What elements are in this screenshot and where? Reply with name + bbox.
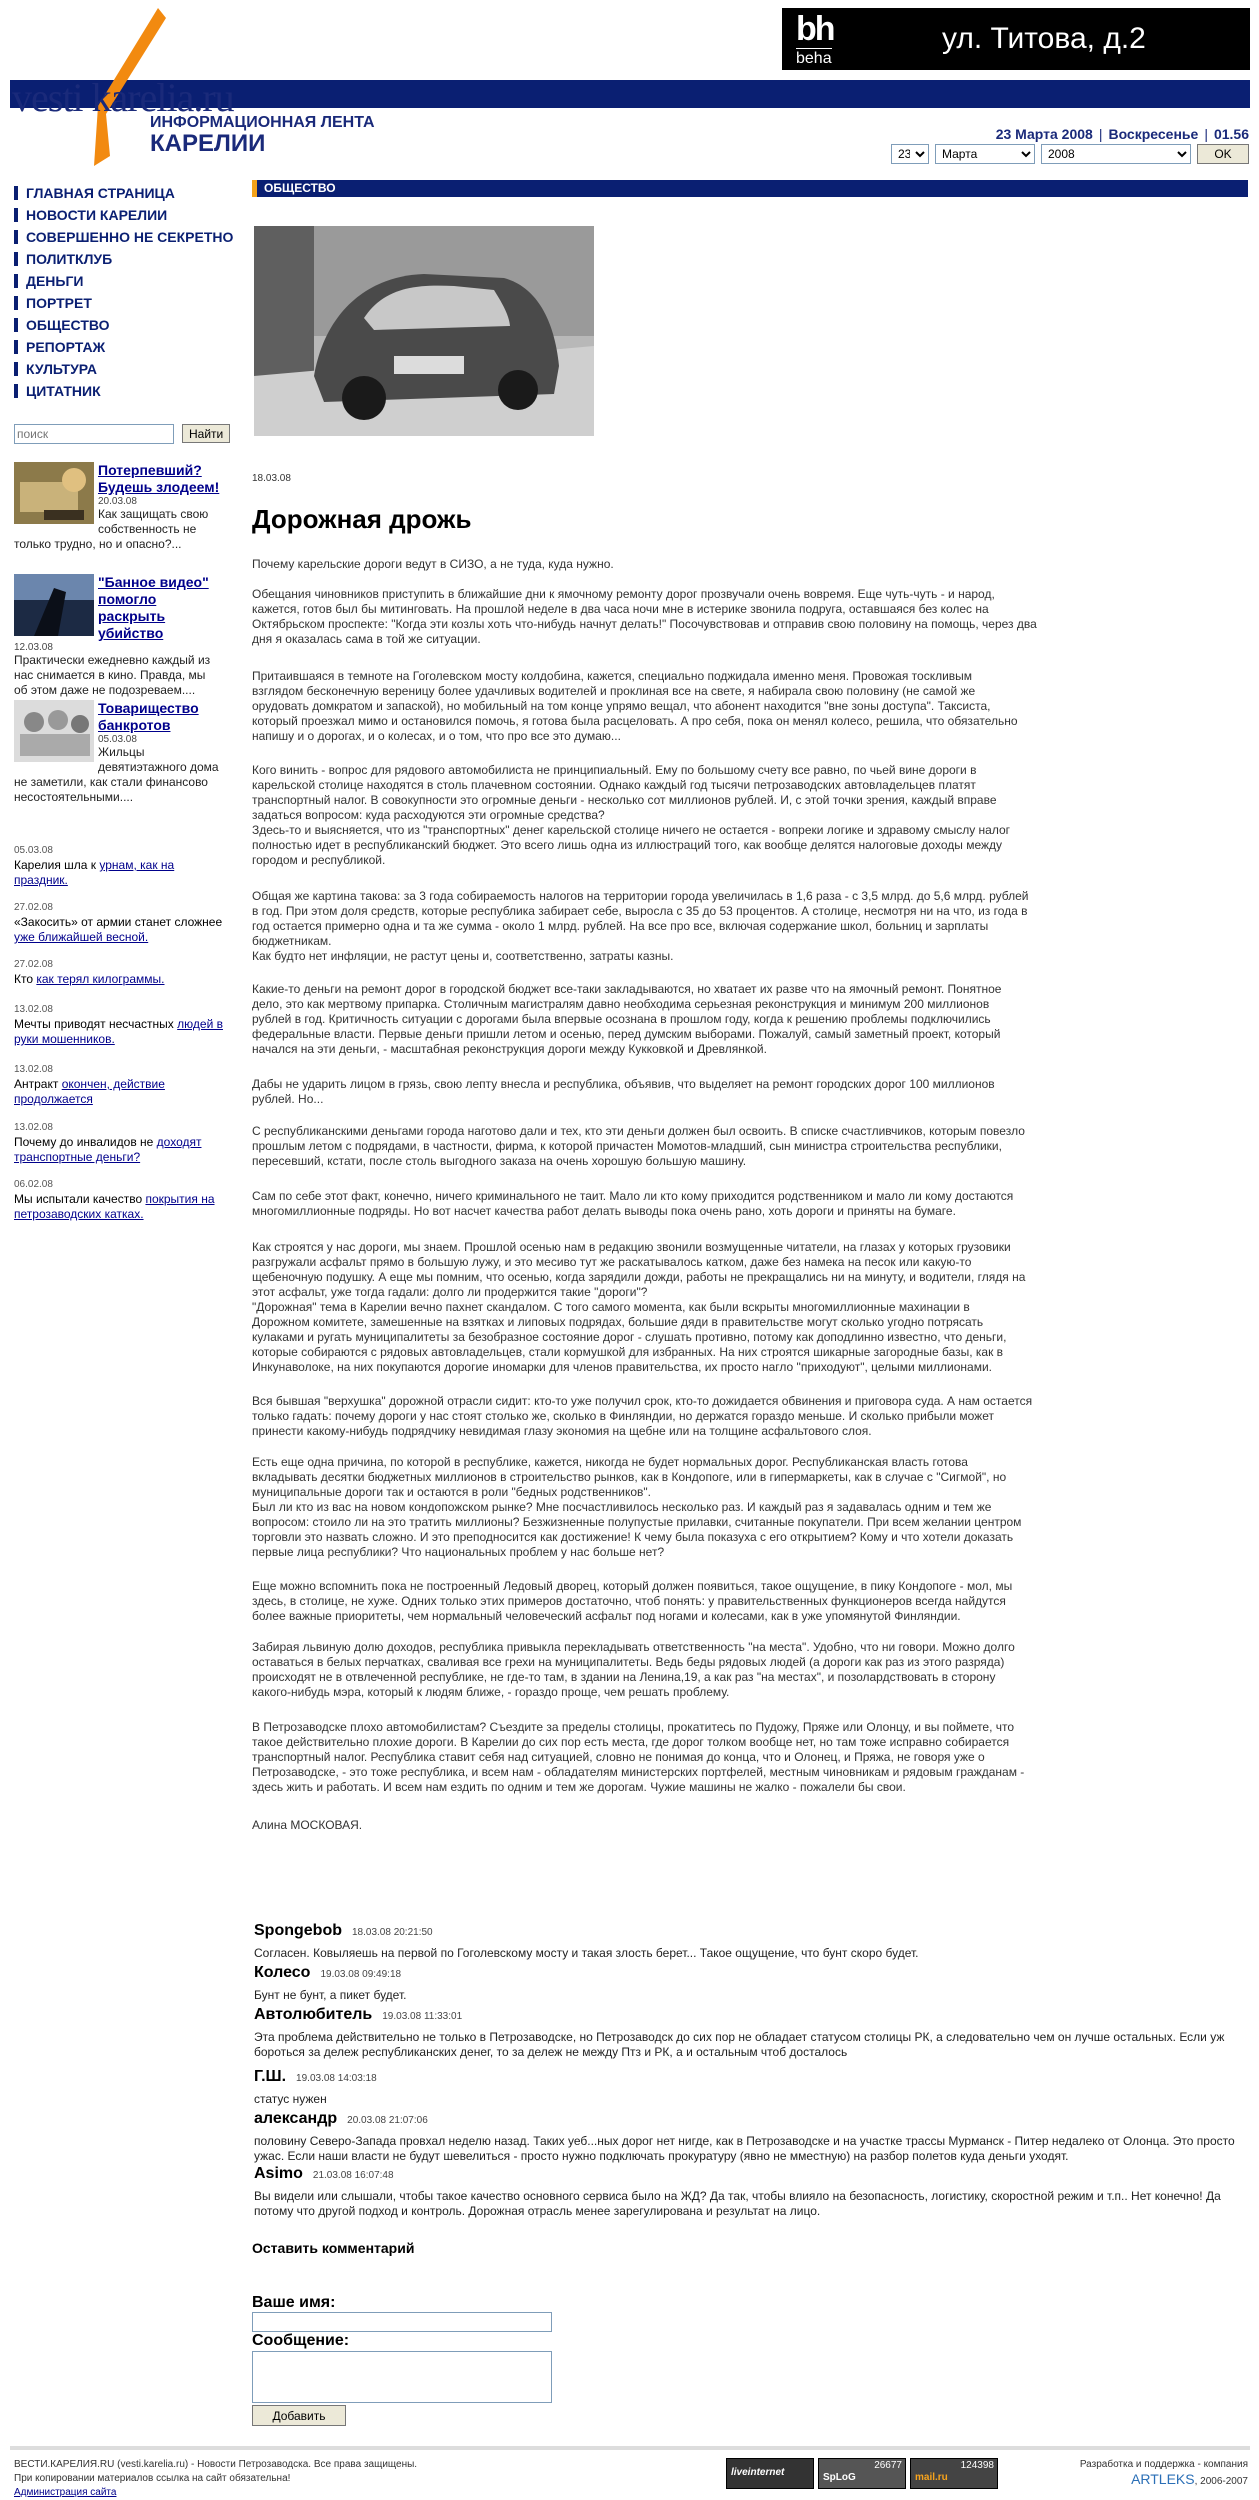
article-photo xyxy=(254,226,594,436)
nav-bullet xyxy=(14,318,18,332)
brief-link[interactable]: как терял килограммы. xyxy=(36,972,165,986)
article-date: 18.03.08 xyxy=(252,473,291,484)
search-button[interactable]: Найти xyxy=(182,424,230,443)
date-text: 23 Марта 2008 xyxy=(995,126,1093,142)
submit-comment-button[interactable]: Добавить xyxy=(252,2405,346,2426)
side-news-text: Практически ежедневно каждый из нас снимается в кино. Правда, мы об этом даже не подозреваем.... xyxy=(14,653,211,697)
nav-bullet xyxy=(14,186,18,200)
brief-link[interactable]: уже ближайшей весной. xyxy=(14,930,149,944)
nav-bullet xyxy=(14,230,18,244)
brief-text: «Закосить» от армии станет сложнее xyxy=(14,915,223,929)
comment-author-name: Колесо xyxy=(254,1964,311,1981)
brief-date: 06.02.08 xyxy=(14,1179,53,1190)
dev-years: , 2006-2007 xyxy=(1194,2476,1248,2487)
nav-item[interactable] xyxy=(14,358,234,380)
nav-bullet xyxy=(14,252,18,266)
comment-text: Бунт не бунт, а пикет будет. xyxy=(254,1988,407,2002)
article-paragraph: Общая же картина такова: за 3 года собираемость налогов на территории города увеличилась в 1,6 раза - с 3,5 млрд. до 5,6 млрд. рублей в год. При этом доля средств, которые республика забирает себе, выросла с 35 до 53 процентов. А столице, несмотря ни на что, из года в год остается примерно одна и та же сумма - около 1 млрд. рублей. На все про все, включая содержание школ, больниц и зарплаты бюджетникам. Как будто нет инфляции, не растут цены и, соответственно, затраты казны. xyxy=(252,889,1029,963)
brief-date: 13.02.08 xyxy=(14,1122,53,1133)
comment-author xyxy=(254,2068,377,2086)
news-thumbnail[interactable] xyxy=(14,574,94,636)
article-paragraph: Вся бывшая "верхушка" дорожной отрасли сидит: кто-то уже получил срок, кто-то дожидается обвинения и приговора суда. А нам остается только гадать: почему дороги у нас стоят столько же, сколько в Финляндии, но держатся гораздо меньше. И сколько прибыли может принести какому-нибудь подрядчику невидимая глазу экономия на щебне или на толщине асфальтового слоя. xyxy=(252,1394,1033,1438)
side-news-item xyxy=(14,574,222,698)
brief-date: 13.02.08 xyxy=(14,1064,53,1075)
brief-date: 13.02.08 xyxy=(14,1004,53,1015)
message-field[interactable] xyxy=(252,2351,552,2403)
banner-logo: bh xyxy=(796,10,834,48)
brief-link[interactable]: урнам, как на праздник. xyxy=(14,858,175,887)
brief-link[interactable]: окончен, действие продолжается xyxy=(14,1077,165,1106)
side-brief xyxy=(14,1177,224,1222)
nav-link[interactable]: ОБЩЕСТВО xyxy=(26,317,110,333)
nav-bullet xyxy=(14,384,18,398)
brief-date: 27.02.08 xyxy=(14,959,53,970)
search-input[interactable] xyxy=(14,424,174,444)
nav-item[interactable] xyxy=(14,182,234,204)
side-brief xyxy=(14,843,224,888)
comment-time: 18.03.08 20:21:50 xyxy=(351,1927,433,1938)
name-label: Ваше имя: xyxy=(252,2294,336,2311)
comment-text: Согласен. Ковыляешь на первой по Гоголевскому мосту и такая злость берет... Такое ощущение, что бунт скоро будет. xyxy=(254,1946,919,1960)
counter-number: 124398 xyxy=(960,2460,994,2471)
comment-author-name: Автолюбитель xyxy=(254,2006,373,2023)
side-news-item xyxy=(14,462,222,552)
brief-link[interactable]: доходят транспортные деньги? xyxy=(14,1135,202,1164)
article-paragraph: Забирая львиную долю доходов, республика привыкла перекладывать ответственность "на места". Удобно, что ни говори. Можно долго оставаться в белых перчатках, сваливая все грехи на муниципалитеты. Ведь беды рядовых людей (а дороги как раз из этого разряда) происходят не в отвлеченной республике, не где-то там, в здании на Ленина,19, а как раз "на местах", и позолардствовать в сторону какого-нибудь мэра, который к людям ближе, - гораздо проще, чем решать проблему. xyxy=(252,1640,1015,1699)
nav-item[interactable] xyxy=(14,314,234,336)
comment-author-name: Asimo xyxy=(254,2165,303,2182)
developer-credit xyxy=(1068,2458,1248,2489)
comment-time: 21.03.08 16:07:48 xyxy=(312,2170,394,2181)
developer-link[interactable]: ARTLEKS xyxy=(1131,2471,1195,2487)
article-lead: Почему карельские дороги ведут в СИЗО, а не туда, куда нужно. xyxy=(252,557,614,571)
mailru-counter[interactable] xyxy=(910,2458,998,2489)
side-brief xyxy=(14,957,224,987)
archive-date-form xyxy=(891,144,1249,164)
article-paragraph: Сам по себе этот факт, конечно, ничего криминального не таит. Мало ли кто кому приходится родственником и мало ли кому достаются многомиллионные подряды. Но вот насчет качества работ делать выводы пока очень рано, хоть дороги и приняты на бумаге. xyxy=(252,1189,1014,1218)
comment-time: 19.03.08 14:03:18 xyxy=(296,2073,377,2084)
banner-logo-sub: beha xyxy=(796,50,832,67)
brief-text: Кто xyxy=(14,972,37,986)
separator: | xyxy=(1204,126,1208,142)
nav-item[interactable] xyxy=(14,270,234,292)
comment-text: статус нужен xyxy=(254,2092,327,2106)
side-news-title[interactable]: Потерпевший? Будешь злодеем! xyxy=(98,462,220,495)
nav-item[interactable] xyxy=(14,226,234,248)
counter-label: liveinternet xyxy=(731,2467,785,2478)
brief-text: Карелия шла к xyxy=(14,858,100,872)
brief-text: Антракт xyxy=(14,1077,62,1091)
splog-counter[interactable] xyxy=(818,2458,906,2489)
side-news-text: Жильцы девятиэтажного дома не заметили, как стали финансово несостоятельными.... xyxy=(14,745,219,804)
message-label: Сообщение: xyxy=(252,2332,350,2349)
comment-form-heading: Оставить комментарий xyxy=(252,2240,415,2256)
day-select[interactable] xyxy=(891,144,929,164)
footer-line: При копировании материалов ссылка на сайт обязательна! xyxy=(14,2473,291,2484)
side-news-date: 20.03.08 xyxy=(98,496,137,507)
time-text: 01.56 xyxy=(1213,126,1249,142)
comment-author xyxy=(254,1922,433,1940)
admin-link[interactable]: Администрация сайта xyxy=(14,2487,117,2498)
side-news-date: 12.03.08 xyxy=(14,642,53,653)
article-paragraph: Дабы не ударить лицом в грязь, свою лепту внесла и республика, объявив, что выделяет на ремонт городских дорог 100 миллионов рублей. Но... xyxy=(252,1077,995,1106)
nav-link[interactable]: ПОРТРЕТ xyxy=(26,295,92,311)
article-paragraph: Кого винить - вопрос для рядового автомобилиста не принципиальный. Ему по большому счету все равно, по чьей вине дороги в карельской столице находятся в столь плачевном состоянии. Однако каждый год тысячи петрозаводских автовладельцев платят транспортный налог. В совокупности это огромные деньги - несколько сот миллионов рублей. И, с этой точки зрения, каждый вправе задаться вопросом: куда расходуются эти огромные средства? Здесь-то и выясняется, что из "транспортных" денег карельской столице ничего не остается - вопреки логике и здравому смыслу налог полностью идет в республиканский бюджет. Это всего лишь одна из иллюстраций того, как вообще делятся налоговые доходы между городом и республикой. xyxy=(252,763,1011,867)
comment-author-name: Г.Ш. xyxy=(254,2068,287,2085)
side-brief xyxy=(14,1062,224,1107)
banner-address: ул. Титова, д.2 xyxy=(942,22,1146,55)
article-paragraph: Притаившаяся в темноте на Гоголевском мосту колдобина, кажется, специально поджидала именно меня. Провожая тоскливым взглядом бесконечную вереницу более удачливых водителей и проклиная все на свете, я набирала свою половину (не самой же орудовать домкратом и запаской), но мобильный на том конце упрямо вещал, что абонент находится "вне зоны доступа". Таксиста, который проезжал мимо и остановился помочь, я готова была расцеловать. А про себя, пока он менял колесо, решила, что обязательно напишу и о дорогах, и о колесах, и о том, что про все это думаю... xyxy=(252,669,1018,743)
nav-link[interactable]: ПОЛИТКЛУБ xyxy=(26,251,113,267)
brief-text: Почему до инвалидов не xyxy=(14,1135,157,1149)
nav-link[interactable]: ЦИТАТНИК xyxy=(26,383,101,399)
counter-label: SpLoG xyxy=(823,2472,856,2483)
nav-bullet xyxy=(14,296,18,310)
comment-text: половину Северо-Запада провхал неделю назад. Таких уеб...ных дорог нет нигде, как в Петрозаводске и на участке трассы Мурманск - Питер недалеко от Олонца. Это просто ужас. Если наши власти не будут шевелиться - просто нужно подключать прокуратуру (явно не мместную) на разбор полетов куда деньги уходят. xyxy=(254,2134,1235,2163)
nav-link[interactable]: РЕПОРТАЖ xyxy=(26,339,106,355)
article-paragraph: Еще можно вспомнить пока не построенный Ледовый дворец, который должен появиться, такое ощущение, в пику Кондопоге - мол, мы здесь, в столице, не хуже. Одних только этих примеров достаточно, чтоб понять: у правительственных функционеров всегда найдутся более важные приоритеты, чем нормальный человеческий асфальт под ногами и колесами, как в уже упомянутой Финляндии. xyxy=(252,1579,1013,1623)
article-paragraph: Какие-то деньги на ремонт дорог в городской бюджет все-таки закладываются, но хватает их разве что на ямочный ремонт. Понятное дело, это как мертвому припарка. Столичным магистралям давно необходима серьезная реконструкция и минимум 200 миллионов рублей в год. Критичность ситуации с дорогами была впервые осознана в прошлом году, когда к решению проблемы подключились федеральные власти. Первые деньги пришли летом и осенью, перед думским выборами. Пожалуй, самый заметный проект, который начался на эти деньги, - масштабная реконструкция дороги между Кукковкой и Древлянкой. xyxy=(252,982,1002,1056)
nav-link[interactable]: ДЕНЬГИ xyxy=(26,273,84,289)
tagline: ИНФОРМАЦИОННАЯ ЛЕНТА xyxy=(150,114,375,131)
comment-time: 19.03.08 09:49:18 xyxy=(320,1969,402,1980)
article-paragraph: Есть еще одна причина, по которой в республике, кажется, никогда не будет нормальных дорог. Республиканская власть готова вкладывать десятки бюджетных миллионов в строительство рынков, как в Кондопоге, или в гипермаркеты, как в случае с "Сигмой", но муниципальные дороги так и остаются в роли "бедных родственников". Был ли кто из вас на новом кондопожском рынке? Мне посчастливилось несколько раз. И каждый раз я задавалась одним и тем же вопросом: стоило ли на это тратить миллионы? Безжизненные полупустые прилавки, считанные покупатели. При всем желании центром торговли это назвать сложно. И это преподносится как достижение! К чему была показуха с его открытием? Кому и что хотели доказать первые лица республики? Что национальных проблем у нас больше нет? xyxy=(252,1455,1022,1559)
side-news-title[interactable]: Товарищество банкротов xyxy=(98,700,199,733)
nav-bullet xyxy=(14,208,18,222)
tagline-region: КАРЕЛИИ xyxy=(150,130,266,157)
ad-banner[interactable] xyxy=(782,8,1250,70)
month-select[interactable] xyxy=(935,144,1035,164)
side-news-text: Как защищать свою собственность не только трудно, но и опасно?... xyxy=(14,507,209,551)
article-title: Дорожная дрожь xyxy=(252,504,472,534)
news-thumbnail[interactable] xyxy=(14,700,94,762)
name-field[interactable] xyxy=(252,2312,552,2332)
side-brief xyxy=(14,1120,224,1165)
nav-item[interactable] xyxy=(14,248,234,270)
side-news-title[interactable]: "Банное видео" помогло раскрыть убийство xyxy=(98,574,209,641)
nav-link[interactable]: СОВЕРШЕННО НЕ СЕКРЕТНО xyxy=(26,229,234,245)
separator: | xyxy=(1098,126,1103,142)
comment-author-name: Spongebob xyxy=(254,1922,342,1939)
comment-author xyxy=(254,2165,394,2183)
brief-link[interactable]: людей в руки мошенников. xyxy=(14,1017,223,1046)
main-nav xyxy=(14,182,234,402)
article-paragraph: В Петрозаводске плохо автомобилистам? Съездите за пределы столицы, прокатитесь по Пудожу, Пряже или Олонцу, и вы поймете, что такое действительно плохие дороги. В Карелии до сих пор есть места, где дорог толком вообще нет, но там тоже исправно собирается транспортный налог. Республика ставит себя над ситуацией, словно не понимая до конца, что и Олонец, и Пряжа, не говоря уже о Петрозаводске, - это тоже республика, и всем нам - обладателям министерских портфелей, местным чиновникам и рядовым гражданам - здесь жить и работать. И всем нам ездить по одним и тем же дорогам. Чужие машины не жалко - пожалели бы свои. xyxy=(252,1720,1025,1794)
footer-copyright xyxy=(14,2458,417,2500)
nav-item[interactable] xyxy=(14,380,234,402)
brief-date: 27.02.08 xyxy=(14,902,53,913)
nav-link[interactable]: ГЛАВНАЯ СТРАНИЦА xyxy=(26,185,175,201)
article-paragraph: Алина МОСКОВАЯ. xyxy=(252,1818,363,1832)
comment-author xyxy=(254,2110,428,2128)
article-paragraph: Как строятся у нас дороги, мы знаем. Прошлой осенью нам в редакцию звонили возмущенные читатели, на глазах у которых грузовики разгружали асфальт прямо в большую лужу, и это месиво тут же раскатывалось катком, даже без намека на песок или какую-то щебеночную подушку. А еще мы помним, что осенью, когда зарядили дожди, работы не прекращались ни на минуту, и водители, глядя на этот асфальт, уже тогда гадали: долго ли продержится такие "дороги"? "Дорожная" тема в Карелии вечно пахнет скандалом. С того самого момента, как были вскрыты многомиллионные махинации в Дорожном комитете, замешенные на взятках и липовых подрядах, большие дяди в правительстве могут сколько угодно потрясать кулаками и ругать муниципалитеты за безобразное состояние дорог - слушать противно, потому как доподлинно известно, что деньги, которые собираются с рядовых автовладельцев, стали кормушкой для избранных. На них строятся шикарные загородные базы, как в Инкунаволоке, на них покупаются дорогие иномарки для членов правительства, их просто нагло "приходуют", целыми миллионами. xyxy=(252,1240,1026,1374)
nav-item[interactable] xyxy=(14,204,234,226)
comment-author-name: александр xyxy=(254,2110,338,2127)
article-paragraph: С республиканскими деньгами города наготово дали и тех, кто эти деньги должен был освоить. В списке счастливчиков, которым повезло прошлым летом с подрядами, в частности, фирма, к которой причастен Момотов-младший, сын министра строительства республики, пересевший, кстати, после столь выгодного заказа на очень хорошую большую машину. xyxy=(252,1124,1025,1168)
side-news-date: 05.03.08 xyxy=(98,734,137,745)
nav-item[interactable] xyxy=(14,292,234,314)
brief-date: 05.03.08 xyxy=(14,845,53,856)
comment-time: 20.03.08 21:07:06 xyxy=(347,2115,428,2126)
ok-button[interactable]: OK xyxy=(1197,144,1249,164)
section-bar xyxy=(252,180,1248,197)
comment-time: 19.03.08 11:33:01 xyxy=(382,2011,463,2022)
article-paragraph: Обещания чиновников приступить в ближайшие дни к ямочному ремонту дорог прозвучали очень вовремя. Еще чуть-чуть - и народ, кажется, готов был бы митинговать. На прошлой неделе в два часа ночи мне в истерике звонила подруга, оставшаяся без колес на Октябрьском проспекте: "Когда эти козлы хоть что-нибудь начнут делать!" Посочувствовав и отправив свою половину на помощь, через два дня я оказалась сама в той же ситуации. xyxy=(252,587,1037,646)
side-brief xyxy=(14,900,224,945)
comment-author xyxy=(254,1964,401,1982)
nav-item[interactable] xyxy=(14,336,234,358)
nav-bullet xyxy=(14,274,18,288)
liveinternet-counter[interactable] xyxy=(726,2458,814,2489)
brief-link[interactable]: покрытия на петрозаводских катках. xyxy=(14,1192,215,1221)
news-thumbnail[interactable] xyxy=(14,462,94,524)
site-logo[interactable]: vesti karelia.ru xyxy=(12,75,234,120)
side-brief xyxy=(14,1002,224,1047)
nav-link[interactable]: КУЛЬТУРА xyxy=(26,361,98,377)
nav-link[interactable]: НОВОСТИ КАРЕЛИИ xyxy=(26,207,168,223)
section-title: ОБЩЕСТВО xyxy=(264,181,336,195)
current-date xyxy=(996,126,1249,142)
side-news-item xyxy=(14,700,222,805)
brief-text: Мечты приводят несчастных xyxy=(14,1017,178,1031)
footer-divider xyxy=(10,2446,1250,2450)
dev-line: Разработка и поддержка - компания xyxy=(1079,2459,1248,2470)
comment-author xyxy=(254,2006,462,2024)
year-select[interactable] xyxy=(1041,144,1191,164)
nav-bullet xyxy=(14,362,18,376)
weekday-text: Воскресенье xyxy=(1108,126,1199,142)
search-form xyxy=(14,424,230,444)
counter-label: mail.ru xyxy=(915,2472,948,2483)
counter-number: 26677 xyxy=(874,2460,902,2471)
nav-bullet xyxy=(14,340,18,354)
footer-line: ВЕСТИ.КАРЕЛИЯ.RU (vesti.karelia.ru) - Новости Петрозаводска. Все права защищены. xyxy=(14,2459,418,2470)
comment-text: Вы видели или слышали, чтобы такое качество основного сервиса было на ЖД? Да так, чтобы влияло на безопасность, логистику, скоростной режим и т.п.. Нет конечно! Да потому что другой подход и контроль. Дорожная отрасль менее зарегулирована и результат на лицо. xyxy=(254,2189,1221,2218)
brief-text: Мы испытали качество xyxy=(14,1192,146,1206)
comment-text: Эта проблема действительно не только в Петрозаводске, но Петрозаводск до сих пор не обладает статусом столицы РК, а следовательно чем он лучше остальных. Если уж бороться за дележ республиканских денег, то за дележ не между Птз и РК, а и остальным чтоб досталось xyxy=(254,2030,1225,2059)
